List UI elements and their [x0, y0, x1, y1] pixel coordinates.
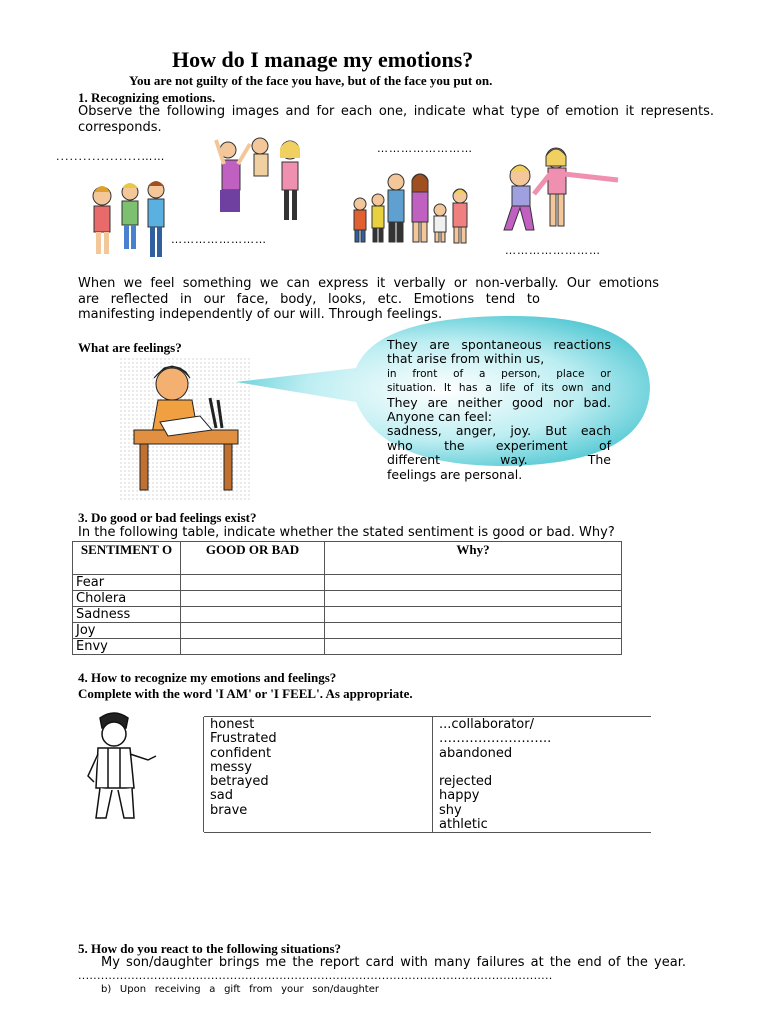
- word-item: confident: [210, 745, 272, 761]
- good-bad-cell[interactable]: [181, 591, 325, 607]
- answer-blank-2[interactable]: ……………………: [377, 142, 473, 155]
- good-bad-cell[interactable]: [181, 607, 325, 623]
- word-item: shy: [439, 802, 462, 818]
- situation-a-answer[interactable]: .............................................................................................................................: [78, 969, 553, 982]
- good-bad-cell[interactable]: [181, 639, 325, 655]
- bubble-line-10: feelings are personal.: [387, 466, 523, 482]
- header-sentiment: SENTIMENT O: [73, 542, 181, 575]
- bubble-line-1: They are spontaneous reactions: [387, 337, 611, 352]
- bubble-line-9: different way. The: [387, 452, 611, 468]
- word-item: abandoned: [439, 745, 513, 761]
- table-row: [73, 639, 622, 655]
- section4-instruction: Complete with the word 'I AM' or 'I FEEL'. As appropriate.: [78, 686, 413, 701]
- family-scene-illustration: [214, 134, 306, 224]
- word-item: athletic: [439, 817, 488, 833]
- right-column: [439, 718, 551, 832]
- word-item: rejected: [439, 774, 493, 790]
- section5-heading: 5. How do you react to the following situations?: [78, 941, 342, 956]
- bubble-line-3: in front of a person, place or: [387, 367, 611, 380]
- table-row: [73, 607, 622, 623]
- sentiment-cell: Envy: [73, 639, 181, 655]
- word-item: honest: [210, 717, 255, 732]
- answer-blank-3[interactable]: ……………………: [171, 233, 267, 246]
- bubble-line-7: sadness, anger, joy. But each: [387, 423, 611, 439]
- sentiment-cell: Joy: [73, 623, 181, 639]
- why-cell[interactable]: [325, 623, 622, 639]
- answer-blank-1[interactable]: ...................……: [56, 150, 166, 163]
- situation-a: My son/daughter brings me the report card with many failures at the end of the year.: [101, 955, 686, 970]
- page-subtitle: You are not guilty of the face you have, but of the face you put on.: [129, 73, 493, 88]
- section1-instruction: Observe the following images and for each one, indicate what type of emotion it represents.: [78, 104, 714, 119]
- situation-b: b) Upon receiving a gift from your son/daughter: [101, 984, 379, 995]
- bubble-line-8: who the experiment of: [387, 437, 611, 453]
- header-why: Why?: [325, 542, 622, 575]
- paragraph-line-3: manifesting independently of our will. Through feelings.: [78, 307, 443, 322]
- word-item: betrayed: [210, 774, 269, 790]
- table-left-border: [203, 717, 204, 832]
- sentiment-cell: Fear: [73, 575, 181, 591]
- word-item: messy: [210, 759, 252, 775]
- section2-heading: What are feelings?: [78, 340, 182, 355]
- section3-heading: 3. Do good or bad feelings exist?: [78, 510, 257, 525]
- why-cell[interactable]: [325, 639, 622, 655]
- sentiment-cell: Sadness: [73, 607, 181, 623]
- sentiment-cell: Cholera: [73, 591, 181, 607]
- table-row: [73, 623, 622, 639]
- word-item: happy: [439, 788, 480, 804]
- table-row: [73, 575, 622, 591]
- word-item-empty: [439, 761, 551, 775]
- answer-blank-4[interactable]: ……………………: [505, 244, 601, 257]
- bubble-line-4: situation. It has a life of its own and: [387, 382, 611, 395]
- section1-heading: 1. Recognizing emotions.: [78, 90, 216, 105]
- group-of-people-illustration: [350, 170, 474, 246]
- table-row: [73, 591, 622, 607]
- word-item: ……………………..: [439, 731, 552, 747]
- section1-instruction-cont: corresponds.: [78, 120, 162, 135]
- page-title: How do I manage my emotions?: [172, 47, 474, 72]
- paragraph-line-2: are reflected in our face, body, looks, etc. Emotions tend to: [78, 292, 540, 307]
- why-cell[interactable]: [325, 591, 622, 607]
- why-cell[interactable]: [325, 607, 622, 623]
- word-item: Frustrated: [210, 731, 277, 747]
- children-arguing-illustration: [86, 178, 170, 266]
- word-item: brave: [210, 802, 248, 818]
- thinking-student-illustration: [120, 358, 250, 500]
- left-column: [210, 718, 277, 818]
- pointing-adults-illustration: [498, 144, 624, 236]
- good-bad-cell[interactable]: [181, 623, 325, 639]
- paragraph-line-1: When we feel something we can express it verbally or non-verbally. Our emotions: [78, 276, 659, 291]
- section4-heading: 4. How to recognize my emotions and feelings?: [78, 670, 337, 685]
- column-divider: [432, 717, 433, 832]
- good-bad-cell[interactable]: [181, 575, 325, 591]
- bubble-text: [387, 338, 611, 482]
- section3-instruction: In the following table, indicate whether the stated sentiment is good or bad. Why?: [78, 525, 615, 540]
- pointing-man-illustration: [78, 710, 158, 824]
- why-cell[interactable]: [325, 575, 622, 591]
- bubble-line-6: Anyone can feel:: [387, 409, 492, 425]
- sentiment-table: [72, 541, 622, 655]
- word-table: [204, 716, 651, 833]
- bubble-line-5: They are neither good nor bad.: [387, 394, 611, 410]
- table-header-row: [73, 542, 622, 575]
- word-item: ...collaborator/: [439, 717, 534, 732]
- bubble-line-2: that arise from within us,: [387, 351, 545, 367]
- header-good-or-bad: GOOD OR BAD: [181, 542, 325, 575]
- word-item: sad: [210, 788, 233, 804]
